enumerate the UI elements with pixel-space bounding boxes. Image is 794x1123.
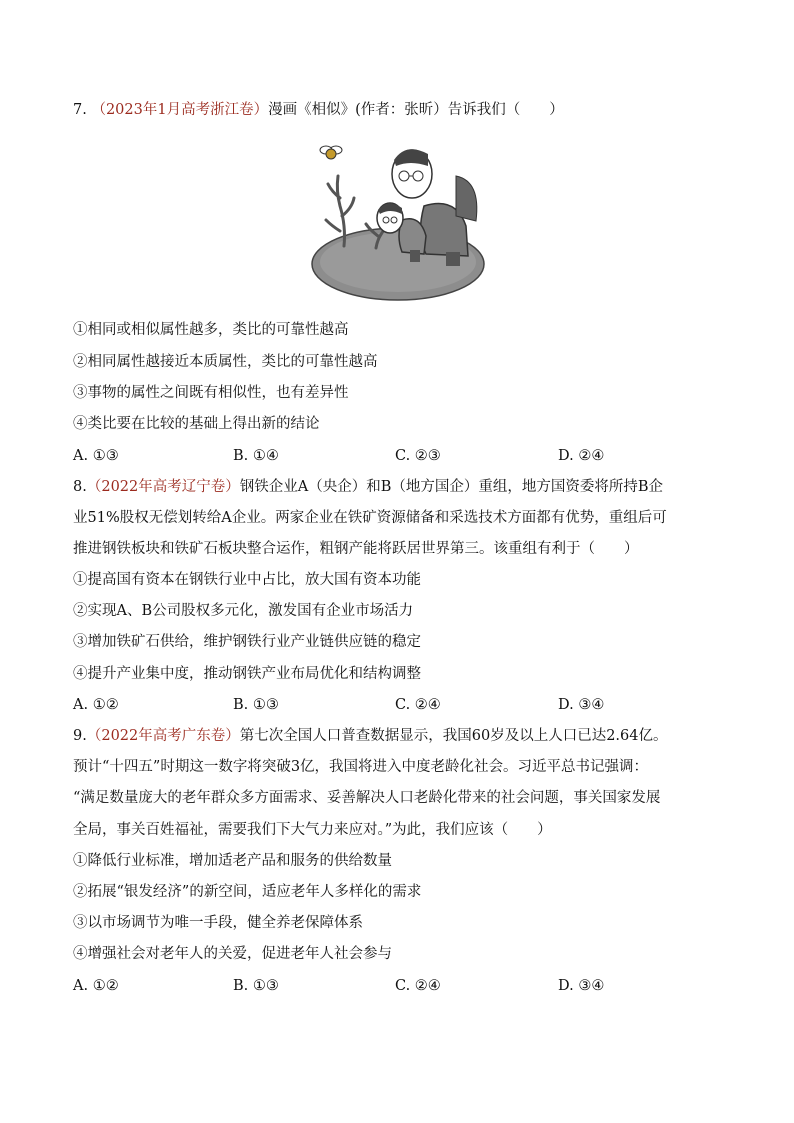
statement: ④提升产业集中度，推动钢铁产业布局优化和结构调整 [73,666,421,682]
option-d[interactable]: D. ②④ [558,448,605,464]
question-stem-line: 预计“十四五”时期这一数字将突破3亿，我国将进入中度老龄化社会。习近平总书记强调： [73,759,649,775]
question-source: （2022年高考广东卷） [86,728,240,744]
statement: ④增强社会对老年人的关爱，促进老年人社会参与 [73,946,392,962]
question-9-header [73,726,667,746]
options-row [73,446,753,466]
option-c[interactable]: C. ②④ [395,697,441,713]
option-c[interactable]: C. ②④ [395,978,441,994]
statement: ②实现A、B公司股权多元化，激发国有企业市场活力 [73,603,414,619]
question-number: 8. [73,479,87,495]
option-b[interactable]: B. ①③ [233,978,279,994]
question-stem-line: 推进钢铁板块和铁矿石板块整合运作，粗钢产能将跃居世界第三。该重组有利于（ ） [73,541,639,557]
question-7-header [73,100,564,120]
statement: ③增加铁矿石供给，维护钢铁行业产业链供应链的稳定 [73,634,421,650]
option-a[interactable]: A. ①② [73,697,119,713]
cartoon-similarity-illustration [306,136,486,304]
question-source: （2022年高考辽宁卷） [86,479,240,495]
statement: ④类比要在比较的基础上得出新的结论 [73,416,320,432]
question-stem-line: 钢铁企业A（央企）和B（地方国企）重组，地方国资委将所持B企 [239,479,664,495]
statement: ②拓展“银发经济”的新空间，适应老年人多样化的需求 [73,884,422,900]
statement: ③事物的属性之间既有相似性，也有差异性 [73,385,349,401]
option-d[interactable]: D. ③④ [558,978,605,994]
question-8-header [73,477,663,497]
options-row [73,695,753,715]
question-source: （2023年1月高考浙江卷） [91,102,269,118]
option-a[interactable]: A. ①③ [73,448,119,464]
statement: ③以市场调节为唯一手段，健全养老保障体系 [73,915,363,931]
option-d[interactable]: D. ③④ [558,697,605,713]
statement: ②相同属性越接近本质属性，类比的可靠性越高 [73,354,378,370]
question-number: 9. [73,728,87,744]
question-stem-line: 全局，事关百姓福祉，需要我们下大气力来应对。”为此，我们应该（ ） [73,822,552,838]
question-stem-line: 业51%股权无偿划转给A企业。两家企业在铁矿资源储备和采选技术方面都有优势，重组后可 [73,510,667,526]
option-a[interactable]: A. ①② [73,978,119,994]
question-number: 7. [73,102,87,118]
question-stem-line: 第七次全国人口普查数据显示，我国60岁及以上人口已达2.64亿。 [239,728,668,744]
options-row [73,976,753,996]
statement: ①提高国有资本在钢铁行业中占比，放大国有资本功能 [73,572,421,588]
bee-icon [320,146,342,159]
question-stem-line: “满足数量庞大的老年群众多方面需求、妥善解决人口老龄化带来的社会问题，事关国家发展 [73,790,661,806]
statement: ①相同或相似属性越多，类比的可靠性越高 [73,322,349,338]
option-b[interactable]: B. ①③ [233,697,279,713]
question-stem-line: 漫画《相似》(作者：张昕）告诉我们（ ） [268,102,564,118]
statement: ①降低行业标准，增加适老产品和服务的供给数量 [73,853,392,869]
option-b[interactable]: B. ①④ [233,448,279,464]
option-c[interactable]: C. ②③ [395,448,441,464]
